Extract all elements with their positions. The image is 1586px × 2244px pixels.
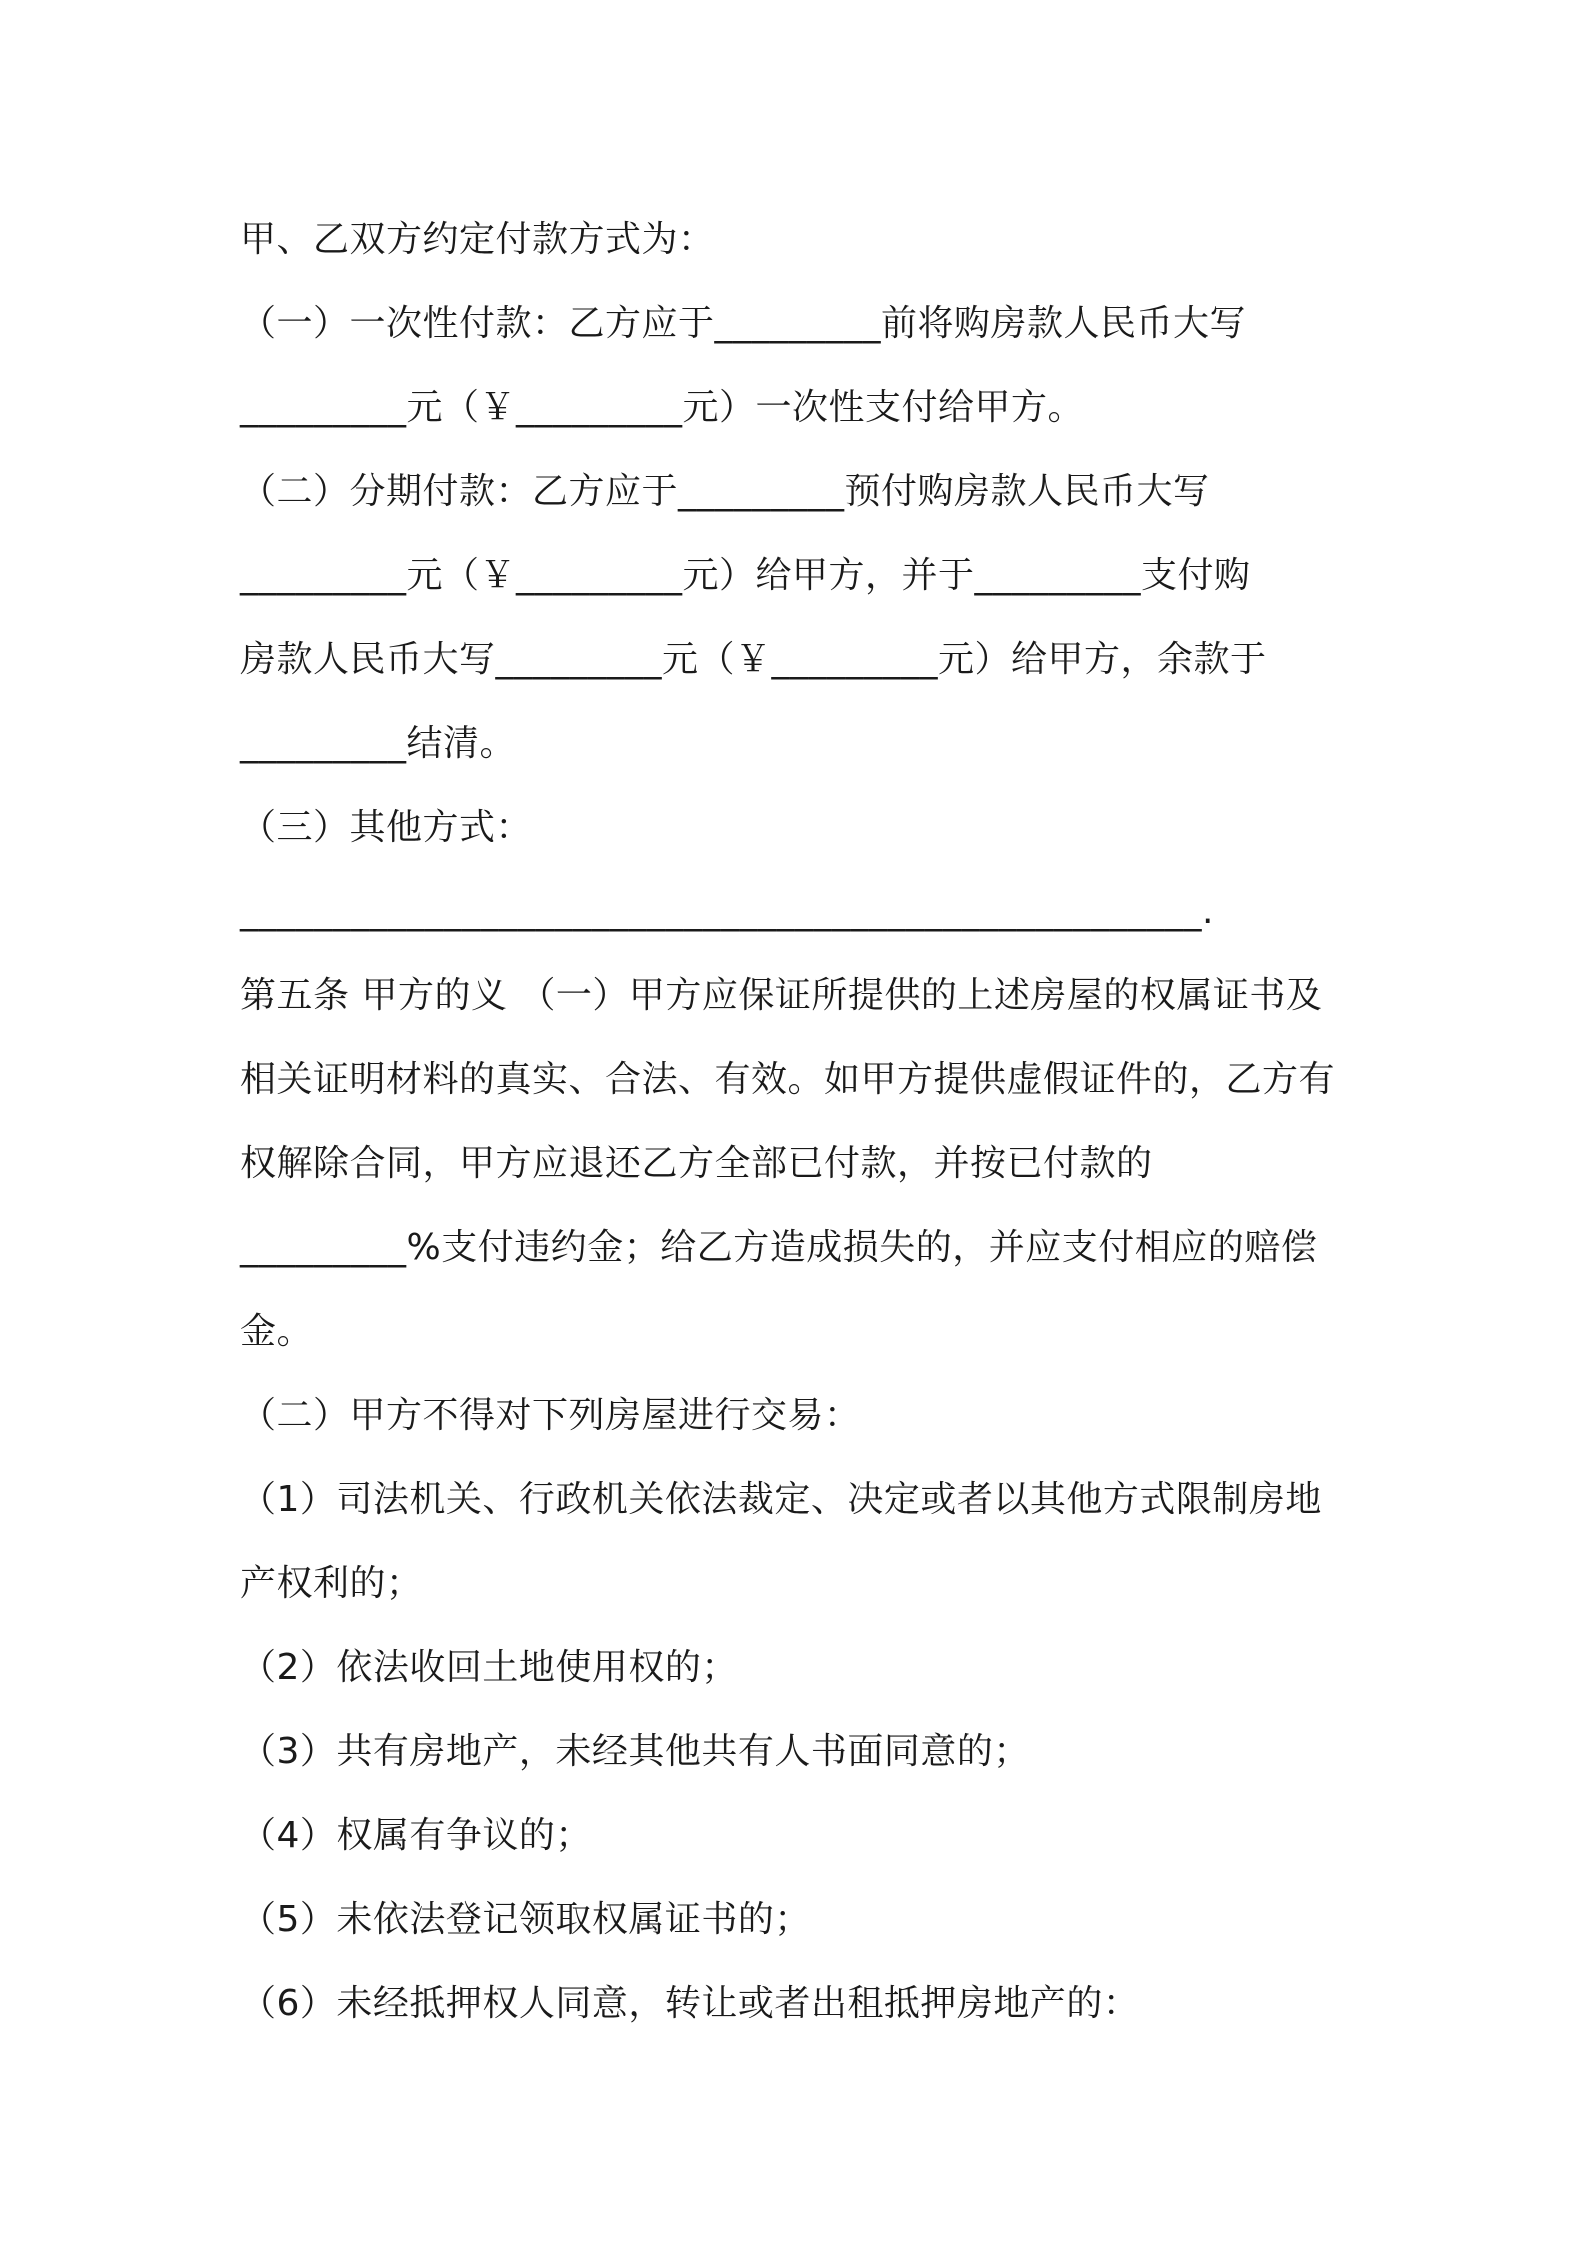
other-payment-blank-line: ____________________________________________________. (240, 891, 1214, 932)
list-item-4: （4）权属有争议的； (240, 1815, 592, 1856)
installment-payment-line-3: 房款人民币大写_________元（￥_________元）给甲方，余款于 (240, 639, 1267, 680)
installment-payment-line-4: _________结清。 (240, 723, 517, 764)
list-item-5: （5）未依法登记领取权属证书的； (240, 1899, 811, 1940)
installment-payment-line: （二）分期付款：乙方应于_________预付购房款人民币大写 (240, 471, 1210, 512)
list-item-2: （2）依法收回土地使用权的； (240, 1647, 738, 1688)
lump-sum-payment-line-2: _________元（￥_________元）一次性支付给甲方。 (240, 387, 1085, 428)
prohibited-transactions-heading: （二）甲方不得对下列房屋进行交易： (240, 1395, 861, 1436)
list-item-1: （1）司法机关、行政机关依法裁定、决定或者以其他方式限制房地 (240, 1479, 1322, 1520)
article-five-line-4: _________%支付违约金；给乙方造成损失的，并应支付相应的赔偿 (240, 1227, 1318, 1268)
installment-payment-line-2: _________元（￥_________元）给甲方，并于_________支付购 (240, 555, 1251, 596)
document-body (240, 198, 1360, 2046)
article-five-line-3: 权解除合同，甲方应退还乙方全部已付款，并按已付款的 (240, 1143, 1153, 1184)
list-item-1-continued: 产权利的； (240, 1563, 423, 1604)
list-item-6: （6）未经抵押权人同意，转让或者出租抵押房地产的： (240, 1983, 1140, 2024)
article-five-line-5: 金。 (240, 1311, 314, 1352)
article-five-line: 第五条 甲方的义 （一）甲方应保证所提供的上述房屋的权属证书及 (240, 975, 1323, 1016)
other-payment-line: （三）其他方式： (240, 807, 533, 848)
payment-intro-line: 甲、乙双方约定付款方式为： (240, 219, 715, 260)
list-item-3: （3）共有房地产，未经其他共有人书面同意的； (240, 1731, 1030, 1772)
lump-sum-payment-line: （一）一次性付款：乙方应于_________前将购房款人民币大写 (240, 303, 1247, 344)
article-five-line-2: 相关证明材料的真实、合法、有效。如甲方提供虚假证件的，乙方有 (240, 1059, 1336, 1100)
